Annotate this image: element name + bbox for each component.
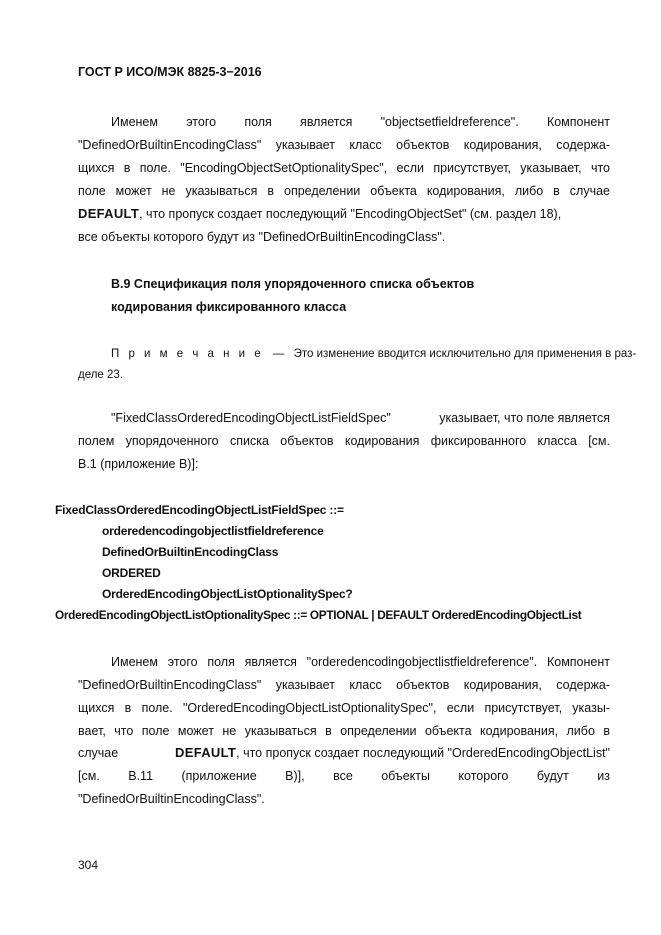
para3-line6: [см. В.11 (приложение В)], все объекты которого будут из [78, 769, 610, 783]
code-line6: OrderedEncodingObjectListOptionalitySpec ::= OPTIONAL | DEFAULT OrderedEncodingObjectList [55, 608, 582, 622]
para2-line1: "FixedClassOrderedEncodingObjectListFieldSpec" указывает, что поле является [111, 411, 610, 425]
para2-line2: полем упорядоченного списка объектов кодирования фиксированного класса [см. [78, 434, 610, 448]
code-line5: OrderedEncodingObjectListOptionalitySpec? [102, 587, 353, 601]
note-label: П р и м е ч а н и е [111, 348, 264, 360]
page-number: 304 [78, 858, 99, 872]
para1-line3: щихся в поле. "EncodingObjectSetOptionalitySpec", если присутствует, указывает, что [78, 161, 610, 175]
para3-line3: щихся в поле. "OrderedEncodingObjectListOptionalitySpec", если присутствует, указы- [78, 701, 610, 715]
para1-line5: DEFAULT, что пропуск создает последующий "EncodingObjectSet" (см. раздел 18), [78, 206, 562, 221]
para3-line2: "DefinedOrBuiltinEncodingClass" указывает класс объектов кодирования, содержа- [78, 678, 610, 692]
para1-line2: "DefinedOrBuiltinEncodingClass" указывает класс объектов кодирования, содержа- [78, 138, 610, 152]
para3-line5: случае DEFAULT, что пропуск создает последующий "OrderedEncodingObjectList" [78, 745, 610, 760]
default-keyword: DEFAULT [175, 745, 237, 760]
para2-line3: В.1 (приложение В)]: [78, 457, 199, 471]
note-line2: деле 23. [78, 369, 124, 381]
para1-line6: все объекты которого будут из "DefinedOrBuiltinEncodingClass". [78, 230, 446, 244]
para3-line7: "DefinedOrBuiltinEncodingClass". [78, 792, 265, 806]
code-line1: FixedClassOrderedEncodingObjectListFieldSpec ::= [55, 503, 344, 517]
para3-line1: Именем этого поля является "orderedencodingobjectlistfieldreference". Компонент [111, 655, 610, 669]
note-line1: П р и м е ч а н и е — Это изменение вводится исключительно для применения в раз- [111, 348, 637, 360]
default-keyword: DEFAULT [78, 206, 140, 221]
section-title-line1: В.9 Спецификация поля упорядоченного списка объектов [111, 277, 475, 291]
para3-line4: вает, что поле может не указываться в определении объекта кодирования, либо в [78, 724, 610, 738]
code-line4: ORDERED [102, 566, 161, 580]
para1-line4: поле может не указываться в определении объекта кодирования, либо в случае [78, 184, 610, 198]
para1-line1: Именем этого поля является "objectsetfieldreference". Компонент [111, 115, 610, 129]
section-title-line2: кодирования фиксированного класса [111, 300, 347, 314]
code-line3: DefinedOrBuiltinEncodingClass [102, 545, 279, 559]
standard-header: ГОСТ Р ИСО/МЭК 8825-3−2016 [78, 65, 262, 79]
code-line2: orderedencodingobjectlistfieldreference [102, 524, 324, 538]
